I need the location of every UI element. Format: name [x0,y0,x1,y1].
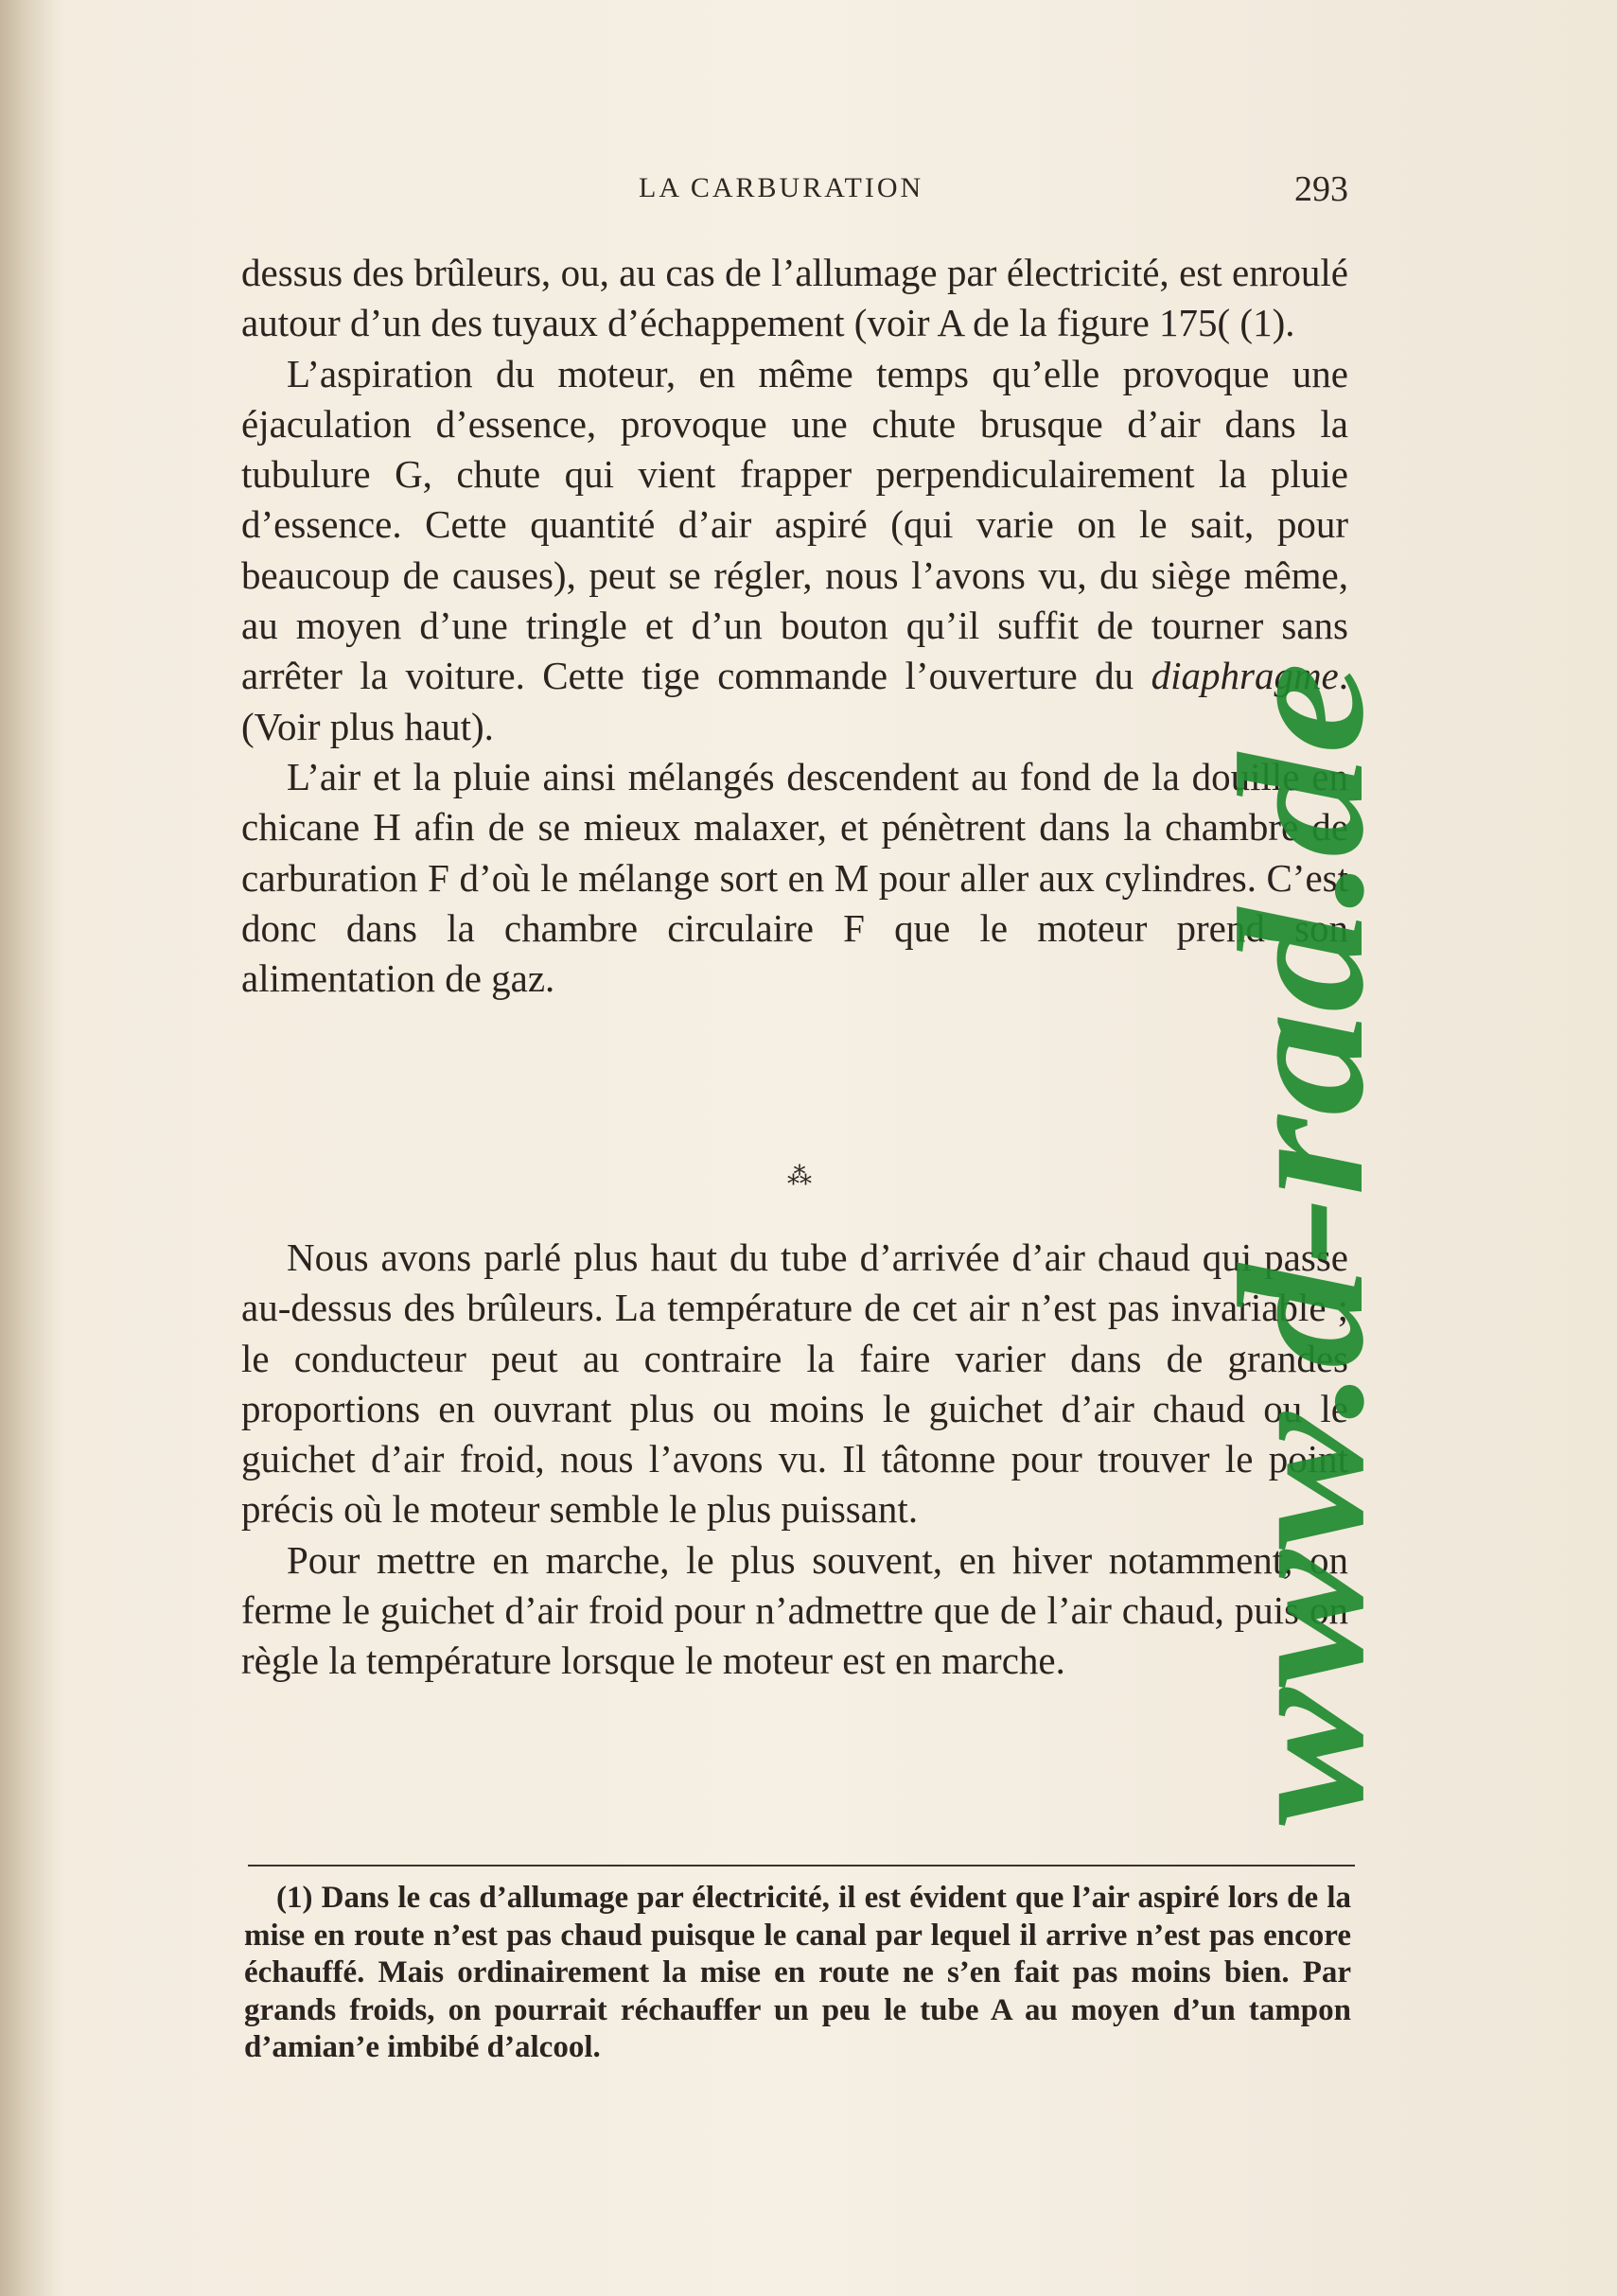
asterism: ⁂ [787,1163,812,1190]
footnote: (1) Dans le cas d’allumage par électricité, il est évident que l’air aspiré lors de la mise en route n’est pas chaud puisque le canal par lequel il arrive n’est pas encore échauffé. Mais ordinairement la mise en route ne s’en fait pas moins bien. Par grands froids, on pourrait réchauffer un peu le tube A au moyen d’un tampon d’amian’e imbibé d’alcool. [244,1881,1351,2064]
watermark-svg [1196,653,1423,1835]
running-head [241,169,1348,219]
paragraph-2 [241,349,1348,752]
body-text-section-2 [241,1233,1348,1687]
emphasis-diaphragme: diaphragme [1151,654,1339,698]
paragraph-4: Nous avons parlé plus haut du tube d’arrivée d’air chaud qui passe au-dessus des brûleurs. La température de cet air n’est pas invariable ; le conducteur peut au contraire la faire varier dans de grandes proportions en ouvrant plus ou moins le guichet d’air chaud ou le guichet d’air froid, nous l’avons vu. Il tâtonne pour trouver le point précis où le moteur semble le plus puissant. [241,1236,1348,1532]
paragraph-2-end: . (Voir plus haut). [241,654,1348,748]
paragraph-3: L’air et la pluie ainsi mélangés descendent au fond de la douille en chicane H afin de se mieux malaxer, et pénètrent dans la chambre de carburation F d’où le mélange sort en M pour aller aux cylindres. C’est donc dans la chambre circulaire F que le moteur prend son alimentation de gaz. [241,754,1348,1001]
binding-shadow [0,0,57,2296]
watermark-stamp [1196,653,1423,1835]
paragraph-1: dessus des brûleurs, ou, au cas de l’allumage par électricité, est enroulé autour d’un des tuyaux d’échappement (voir A de la figure 175( (1). [241,251,1348,345]
page-number: 293 [1294,169,1348,209]
running-title: LA CARBURATION [639,172,924,203]
footnote-rule [248,1865,1355,1867]
body-text [241,248,1348,1004]
paragraph-5: Pour mettre en marche, le plus souvent, en hiver notamment, on ferme le guichet d’air froid pour n’admettre que de l’air chaud, puis on règle la température lorsque le moteur est en marche. [241,1537,1348,1683]
watermark-text: www.d-rad.de [1203,814,1401,1826]
paragraph-2-text: L’aspiration du moteur, en même temps qu’elle provoque une éjaculation d’essence, provoque une chute brusque d’air dans la tubulure G, chute qui vient frapper perpendiculairement la pluie d’essence. Cette quantité d’air aspiré (qui varie on le sait, pour beaucoup de causes), peut se régler, nous l’avons vu, du siège même, au moyen d’une tringle et d’un bouton qu’il suffit de tourner sans arrêter la voiture. Cette tige commande l’ouverture du [241,351,1348,698]
